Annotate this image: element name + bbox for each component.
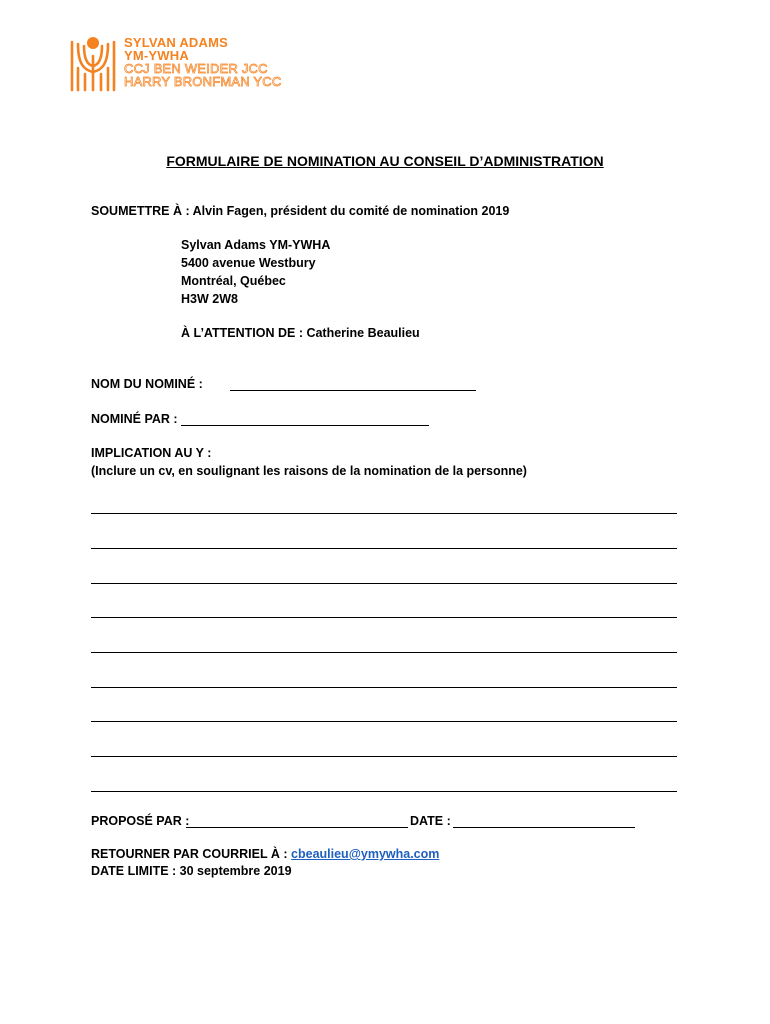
nominee-label: NOM DU NOMINÉ : (91, 377, 203, 391)
involvement-note: (Inclure un cv, en soulignant les raisons de la nomination de la personne) (91, 464, 527, 478)
proposed-by-label: PROPOSÉ PAR : (91, 814, 190, 828)
deadline-line: DATE LIMITE : 30 septembre 2019 (91, 864, 292, 878)
involvement-line-9[interactable] (91, 791, 677, 792)
involvement-line-8[interactable] (91, 756, 677, 757)
logo-line-1: SYLVAN ADAMS (124, 35, 228, 50)
address-line-3: Montréal, Québec (181, 274, 286, 288)
address-line-2: 5400 avenue Westbury (181, 256, 316, 270)
return-label: RETOURNER PAR COURRIEL À : (91, 847, 288, 861)
form-title: FORMULAIRE DE NOMINATION AU CONSEIL D’ADMINISTRATION (166, 153, 604, 169)
involvement-label: IMPLICATION AU Y : (91, 446, 212, 460)
logo-line-2: YM-YWHA (124, 48, 189, 63)
involvement-line-4[interactable] (91, 617, 677, 618)
return-email-link[interactable]: cbeaulieu@ymywha.com (291, 847, 440, 861)
involvement-line-3[interactable] (91, 583, 677, 584)
menorah-logo-icon (70, 34, 116, 92)
proposed-by-field[interactable] (186, 827, 408, 828)
address-line-1: Sylvan Adams YM-YWHA (181, 238, 331, 252)
involvement-line-5[interactable] (91, 652, 677, 653)
organization-logo (70, 34, 370, 94)
return-instruction (91, 847, 439, 861)
involvement-line-6[interactable] (91, 687, 677, 688)
attention-line: À L’ATTENTION DE : Catherine Beaulieu (181, 326, 420, 340)
logo-wordmark (124, 36, 281, 88)
logo-line-4: HARRY BRONFMAN YCC (124, 74, 282, 89)
nominee-field[interactable] (230, 390, 476, 391)
date-field[interactable] (453, 827, 635, 828)
involvement-line-2[interactable] (91, 548, 677, 549)
address-line-4: H3W 2W8 (181, 292, 238, 306)
logo-line-3: CCJ BEN WEIDER JCC (124, 61, 268, 76)
date-label: DATE : (410, 814, 451, 828)
submit-to-line: SOUMETTRE À : Alvin Fagen, président du comité de nomination 2019 (91, 204, 510, 218)
nominated-by-label: NOMINÉ PAR : (91, 412, 178, 426)
involvement-line-7[interactable] (91, 721, 677, 722)
nominated-by-field[interactable] (181, 425, 429, 426)
involvement-line-1[interactable] (91, 513, 677, 514)
